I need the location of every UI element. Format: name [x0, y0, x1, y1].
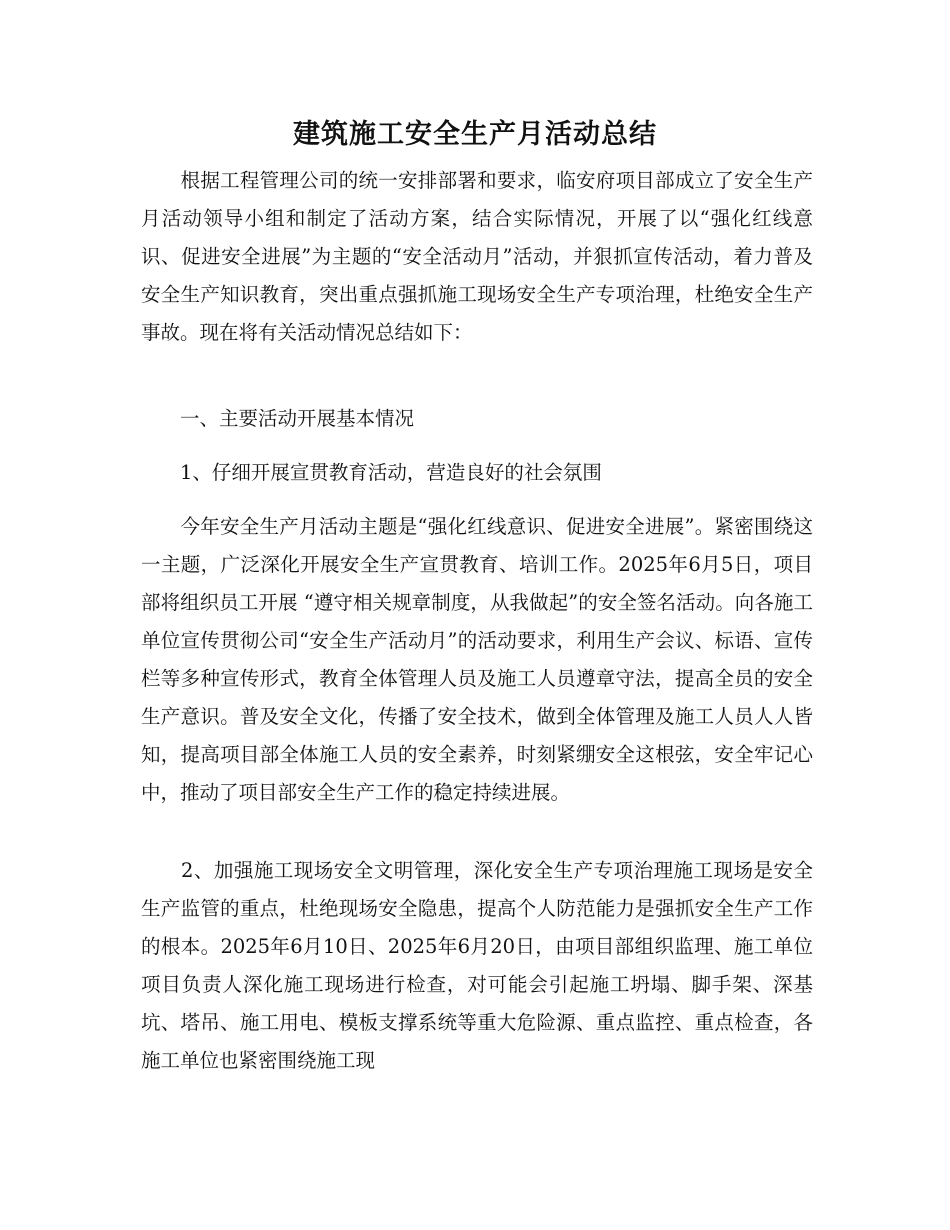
education-paragraph: 今年安全生产月活动主题是“强化红线意识、促进安全进展”。紧密围绕这一主题，广泛深化开展安全生产宣贯教育、培训工作。2025年6月5日，项目部将组织员工开展 “遵守相关规章制度，从我做起”的安全签名活动。向各施工单位宣传贯彻公司“安全生产活动月”的活动要求，利用生产会议、标语、宣传栏等多种宣传形式，教育全体管理人员及施工人员遵章守法，提高全员的安全生产意识。普及安全文化，传播了安全技术，做到全体管理及施工人员人人皆知，提高项目部全体施工人员的安全素养，时刻紧绷安全这根弦，安全牢记心中，推动了项目部安全生产工作的稳定持续进展。 — [141, 515, 813, 804]
intro-paragraph: 根据工程管理公司的统一安排部署和要求，临安府项目部成立了安全生产月活动领导小组和制定了活动方案，结合实际情况，开展了以“强化红线意识、促进安全进展”为主题的“安全活动月”活动，并狠抓宣传活动，着力普及安全生产知识教育，突出重点强抓施工现场安全生产专项治理，杜绝安全生产事故。现在将有关活动情况总结如下： — [141, 169, 813, 344]
subsection-heading-education: 1、仔细开展宣贯教育活动，营造良好的社会氛围 — [141, 461, 602, 484]
document-title: 建筑施工安全生产月活动总结 — [293, 119, 657, 150]
section-heading-main-activities: 一、主要活动开展基本情况 — [141, 407, 415, 430]
site-management-paragraph: 2、加强施工现场安全文明管理，深化安全生产专项治理施工现场是安全生产监管的重点，杜绝现场安全隐患，提高个人防范能力是强抓安全生产工作的根本。2025年6月10日、2025年6月20日，由项目部组织监理、施工单位项目负责人深化施工现场进行检查，对可能会引起施工坍塌、脚手架、深基坑、塔吊、施工用电、模板支撑系统等重大危险源、重点监控、重点检查，各施工单位也紧密围绕施工现 — [141, 859, 813, 1072]
